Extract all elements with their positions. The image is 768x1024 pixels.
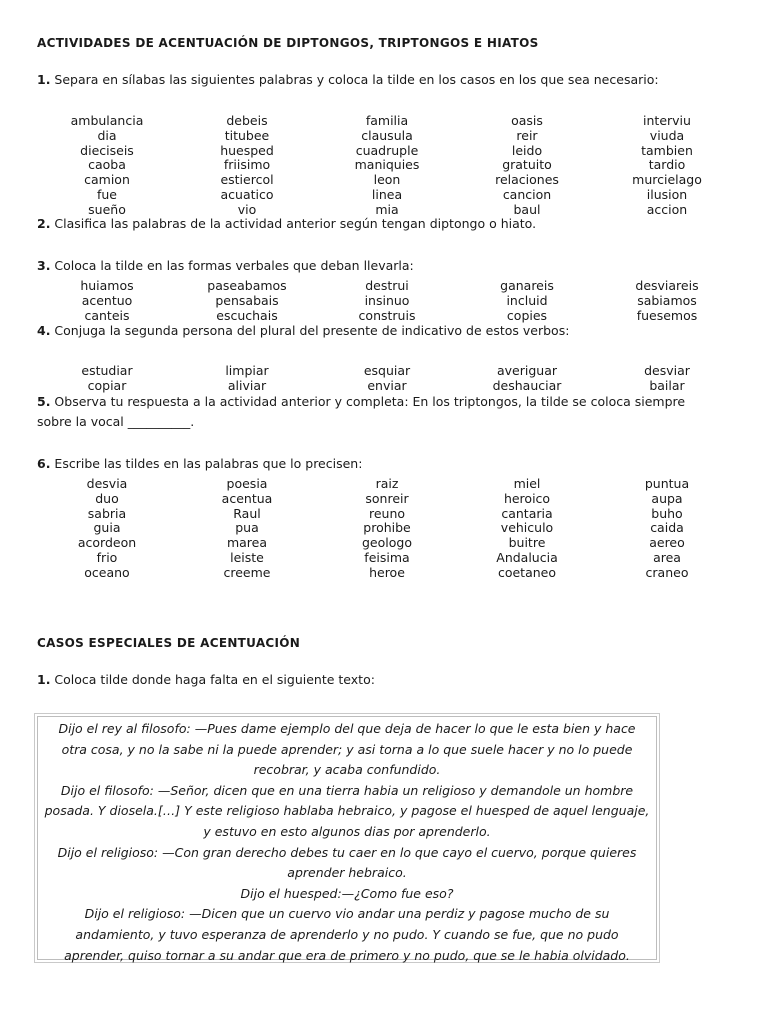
word-cell: canteis xyxy=(84,307,130,323)
word-cell: miel xyxy=(513,476,541,491)
question-3 xyxy=(37,256,738,276)
word-cell: cantaria xyxy=(501,505,553,521)
word-cell: acuatico xyxy=(220,186,274,202)
word-cell: oceano xyxy=(84,564,130,580)
word-cell: linea xyxy=(371,186,403,202)
word-cell: aereo xyxy=(649,535,685,551)
word-cell: frio xyxy=(96,549,118,565)
word-cell: huiamos xyxy=(80,278,134,293)
word-cell: camion xyxy=(84,172,130,188)
word-cell: ganareis xyxy=(500,278,554,293)
word-cell: fuesemos xyxy=(636,307,698,323)
question-1 xyxy=(37,70,738,90)
word-cell: incluid xyxy=(506,292,548,308)
word-cell: copiar xyxy=(87,377,127,393)
word-cell: acordeon xyxy=(77,535,137,551)
word-cell: tambien xyxy=(641,142,693,158)
passage-paragraph: Dijo el huesped:—¿Como fue eso? xyxy=(240,885,454,901)
word-cell: destrui xyxy=(365,278,409,293)
word-cell: huesped xyxy=(220,142,274,158)
question-4 xyxy=(37,321,738,341)
word-cell: Andalucia xyxy=(496,549,558,565)
word-cell: mia xyxy=(375,201,399,217)
word-cell: duo xyxy=(95,490,119,506)
word-cell: heroico xyxy=(503,490,551,506)
word-cell: desviar xyxy=(644,363,690,378)
word-cell: acentua xyxy=(221,490,273,506)
passage-paragraph: Dijo el religioso: —Con gran derecho debes tu caer en lo que cayo el cuervo, porque quieres aprender hebraico. xyxy=(57,844,637,881)
word-cell: vehiculo xyxy=(500,520,554,536)
word-cell: heroe xyxy=(369,564,405,580)
word-cell: pua xyxy=(235,520,259,536)
passage-paragraph: Dijo el rey al filosofo: —Pues dame ejemplo del que deja de hacer lo que le esta bien y hace otra cosa, y no la sabe ni la puede aprender; y asi torna a lo que suele hacer y no lo puede recobrar, y acaba confundido. xyxy=(58,721,636,778)
word-cell: vio xyxy=(237,201,257,217)
word-cell: sabiamos xyxy=(637,292,697,308)
word-cell: interviu xyxy=(643,113,691,128)
word-grid-q4 xyxy=(37,364,737,394)
question-number: 1. xyxy=(37,72,51,87)
passage-paragraph: Dijo el filosofo: —Señor, dicen que en una tierra habia un religioso y demandole un hombre posada. Y diosela.[…] Y este religioso hablaba hebraico, y pagose el huesped de aquel lenguaje, y estuvo en esto algunos dias por aprenderlo. xyxy=(44,782,650,839)
word-cell: leido xyxy=(511,142,543,158)
word-cell: murcielago xyxy=(632,172,702,188)
word-cell: escuchais xyxy=(216,307,278,323)
question-text: Clasifica las palabras de la actividad anterior según tengan diptongo o hiato. xyxy=(50,216,537,231)
word-cell: insinuo xyxy=(364,292,410,308)
word-cell: desvia xyxy=(86,476,128,491)
word-cell: desviareis xyxy=(635,278,699,293)
word-cell: debeis xyxy=(226,113,268,128)
word-cell: buho xyxy=(651,505,683,521)
question-text: Separa en sílabas las siguientes palabras y coloca la tilde en los casos en los que sea necesario: xyxy=(50,72,659,87)
question-text: Conjuga la segunda persona del plural del presente de indicativo de estos verbos: xyxy=(50,323,570,338)
word-cell: estudiar xyxy=(81,363,133,378)
question-number: 5. xyxy=(37,394,51,409)
word-cell: acentuo xyxy=(81,292,133,308)
word-cell: baul xyxy=(513,201,541,217)
word-grid-q3 xyxy=(37,279,737,323)
word-cell: construis xyxy=(358,307,416,323)
word-cell: esquiar xyxy=(363,363,411,378)
word-cell: cancion xyxy=(502,186,552,202)
word-cell: familia xyxy=(365,113,409,128)
question-6 xyxy=(37,454,738,474)
word-cell: paseabamos xyxy=(207,278,287,293)
section2-question-1 xyxy=(37,670,738,690)
word-cell: sonreir xyxy=(365,490,409,506)
word-cell: buitre xyxy=(508,535,546,551)
question-text: Coloca tilde donde haga falta en el siguiente texto: xyxy=(50,672,375,687)
word-cell: feisima xyxy=(364,549,410,565)
word-cell: estiercol xyxy=(220,172,274,188)
word-cell: reuno xyxy=(368,505,406,521)
word-cell: dieciseis xyxy=(80,142,134,158)
word-cell: dia xyxy=(97,127,117,143)
word-cell: prohibe xyxy=(363,520,411,536)
question-2 xyxy=(37,214,738,234)
word-cell: marea xyxy=(226,535,268,551)
word-cell: clausula xyxy=(361,127,413,143)
word-cell: caoba xyxy=(88,157,126,173)
word-cell: leiste xyxy=(230,549,264,565)
word-grid-q6 xyxy=(37,477,737,581)
word-cell: averiguar xyxy=(496,363,558,378)
word-cell: caida xyxy=(650,520,684,536)
question-number: 4. xyxy=(37,323,51,338)
word-cell: craneo xyxy=(645,564,689,580)
word-cell: raiz xyxy=(375,476,399,491)
word-cell: ilusion xyxy=(646,186,688,202)
word-cell: reir xyxy=(516,127,538,143)
word-cell: cuadruple xyxy=(355,142,419,158)
question-5-continuation: sobre la vocal __________. xyxy=(37,414,195,429)
word-cell: coetaneo xyxy=(497,564,557,580)
passage-paragraph: Dijo el religioso: —Dicen que un cuervo vio andar una perdiz y pagose mucho de su andamiento, y tuvo esperanza de aprenderlo y no pudo. Y cuando se fue, que no pudo aprender, quiso tornar a su andar que era de primero y no pudo, que se le habia olvidado. xyxy=(64,906,630,963)
word-grid-q1 xyxy=(37,114,737,218)
word-cell: bailar xyxy=(649,377,685,393)
section-title: CASOS ESPECIALES DE ACENTUACIÓN xyxy=(37,636,301,650)
word-cell: copies xyxy=(506,307,548,323)
question-number: 6. xyxy=(37,456,51,471)
word-cell: geologo xyxy=(362,535,412,551)
word-cell: guia xyxy=(93,520,121,536)
word-cell: oasis xyxy=(511,113,543,128)
word-cell: tardio xyxy=(648,157,686,173)
word-cell: fue xyxy=(96,186,117,202)
question-text: Observa tu respuesta a la actividad anterior y completa: En los triptongos, la tilde se coloca siempre xyxy=(50,394,686,409)
word-cell: leon xyxy=(373,172,401,188)
question-number: 3. xyxy=(37,258,51,273)
question-text: Coloca la tilde en las formas verbales que deban llevarla: xyxy=(50,258,414,273)
passage-text xyxy=(37,716,657,963)
word-cell: sueño xyxy=(88,201,126,217)
word-cell: ambulancia xyxy=(70,113,144,128)
word-cell: maniquies xyxy=(354,157,420,173)
word-cell: pensabais xyxy=(215,292,279,308)
word-cell: Raul xyxy=(233,505,261,521)
word-cell: poesia xyxy=(226,476,268,491)
word-cell: area xyxy=(653,549,681,565)
word-cell: sabria xyxy=(87,505,127,521)
word-cell: accion xyxy=(646,201,688,217)
word-cell: aupa xyxy=(651,490,683,506)
word-cell: gratuito xyxy=(502,157,552,173)
word-cell: puntua xyxy=(644,476,690,491)
question-5 xyxy=(37,392,738,412)
word-cell: deshauciar xyxy=(492,377,562,393)
word-cell: aliviar xyxy=(227,377,267,393)
word-cell: limpiar xyxy=(225,363,269,378)
word-cell: titubee xyxy=(224,127,270,143)
question-number: 1. xyxy=(37,672,51,687)
word-cell: creeme xyxy=(223,564,271,580)
question-number: 2. xyxy=(37,216,51,231)
page-title: ACTIVIDADES DE ACENTUACIÓN DE DIPTONGOS, TRIPTONGOS E HIATOS xyxy=(37,36,539,50)
word-cell: friisimo xyxy=(223,157,271,173)
passage-box xyxy=(34,713,660,963)
word-cell: relaciones xyxy=(495,172,559,188)
word-cell: viuda xyxy=(649,127,685,143)
word-cell: enviar xyxy=(367,377,407,393)
question-text: Escribe las tildes en las palabras que lo precisen: xyxy=(50,456,363,471)
